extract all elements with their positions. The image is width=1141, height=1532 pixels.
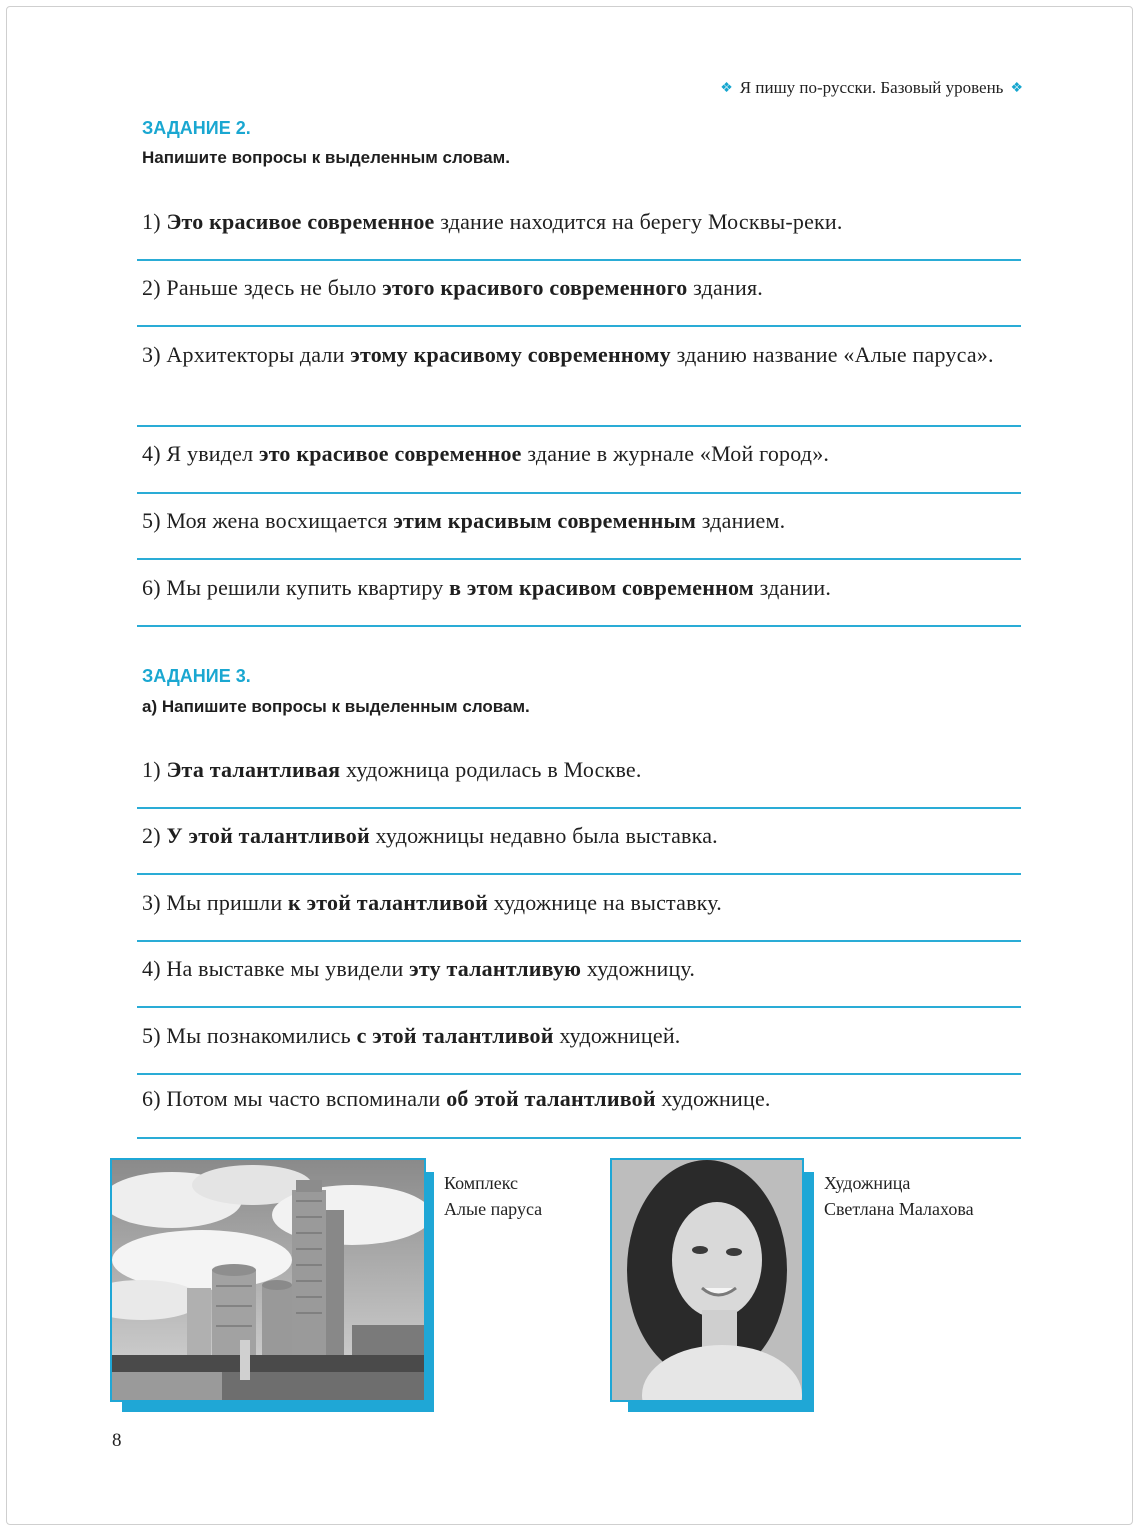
building-image bbox=[112, 1160, 424, 1400]
task3-sentence-4: 4) На выставке мы увидели эту талантливую художницу. bbox=[142, 956, 696, 981]
task3-sentence-3: 3) Мы пришли к этой талантливой художнице на выставку. bbox=[142, 890, 722, 915]
diamond-icon: ❖ bbox=[1010, 80, 1023, 96]
task3-sentence-6: 6) Потом мы часто вспоминали об этой талантливой художнице. bbox=[142, 1086, 771, 1111]
running-header bbox=[720, 78, 1023, 98]
photo-caption-1 bbox=[444, 1170, 542, 1222]
task2-sentence-1: 1) Это красивое современное здание находится на берегу Москвы-реки. bbox=[142, 209, 843, 234]
task3-title: ЗАДАНИЕ 3. bbox=[142, 666, 251, 686]
answer-line[interactable] bbox=[137, 425, 1021, 427]
task2-sentence-6: 6) Мы решили купить квартиру в этом красивом современном здании. bbox=[142, 575, 832, 600]
answer-line[interactable] bbox=[137, 492, 1021, 494]
answer-line[interactable] bbox=[137, 940, 1021, 942]
header-text: Я пишу по-русски. Базовый уровень bbox=[739, 78, 1004, 97]
task3-sentence-2: 2) У этой талантливой художницы недавно была выставка. bbox=[142, 823, 718, 848]
portrait-image bbox=[612, 1160, 802, 1400]
task2-sentence-2: 2) Раньше здесь не было этого красивого современного здания. bbox=[142, 275, 763, 300]
page-number: 8 bbox=[112, 1430, 122, 1451]
answer-line[interactable] bbox=[137, 259, 1021, 261]
caption-line: Художница bbox=[824, 1173, 911, 1193]
answer-line[interactable] bbox=[137, 325, 1021, 327]
answer-line[interactable] bbox=[137, 1073, 1021, 1075]
caption-line: Алые паруса bbox=[444, 1199, 543, 1219]
task2-sentence-3: 3) Архитекторы дали этому красивому современному зданию название «Алые паруса». bbox=[142, 342, 994, 367]
diamond-icon: ❖ bbox=[720, 80, 733, 96]
answer-line[interactable] bbox=[137, 807, 1021, 809]
answer-line[interactable] bbox=[137, 873, 1021, 875]
caption-line: Комплекс bbox=[444, 1173, 519, 1193]
photo-caption-2 bbox=[824, 1170, 974, 1222]
answer-line[interactable] bbox=[137, 1137, 1021, 1139]
building-photo bbox=[110, 1158, 426, 1402]
task3-instruction: а) Напишите вопросы к выделенным словам. bbox=[142, 697, 530, 716]
answer-line[interactable] bbox=[137, 1006, 1021, 1008]
portrait-photo bbox=[610, 1158, 804, 1402]
task3-sentence-5: 5) Мы познакомились с этой талантливой художницей. bbox=[142, 1023, 681, 1048]
task3-sentence-1: 1) Эта талантливая художница родилась в Москве. bbox=[142, 757, 642, 782]
task2-title: ЗАДАНИЕ 2. bbox=[142, 118, 251, 138]
task2-instruction: Напишите вопросы к выделенным словам. bbox=[142, 148, 510, 167]
caption-line: Светлана Малахова bbox=[824, 1199, 974, 1219]
answer-line[interactable] bbox=[137, 558, 1021, 560]
task2-sentence-4: 4) Я увидел это красивое современное здание в журнале «Мой город». bbox=[142, 441, 830, 466]
task2-sentence-5: 5) Моя жена восхищается этим красивым современным зданием. bbox=[142, 508, 786, 533]
answer-line[interactable] bbox=[137, 625, 1021, 627]
